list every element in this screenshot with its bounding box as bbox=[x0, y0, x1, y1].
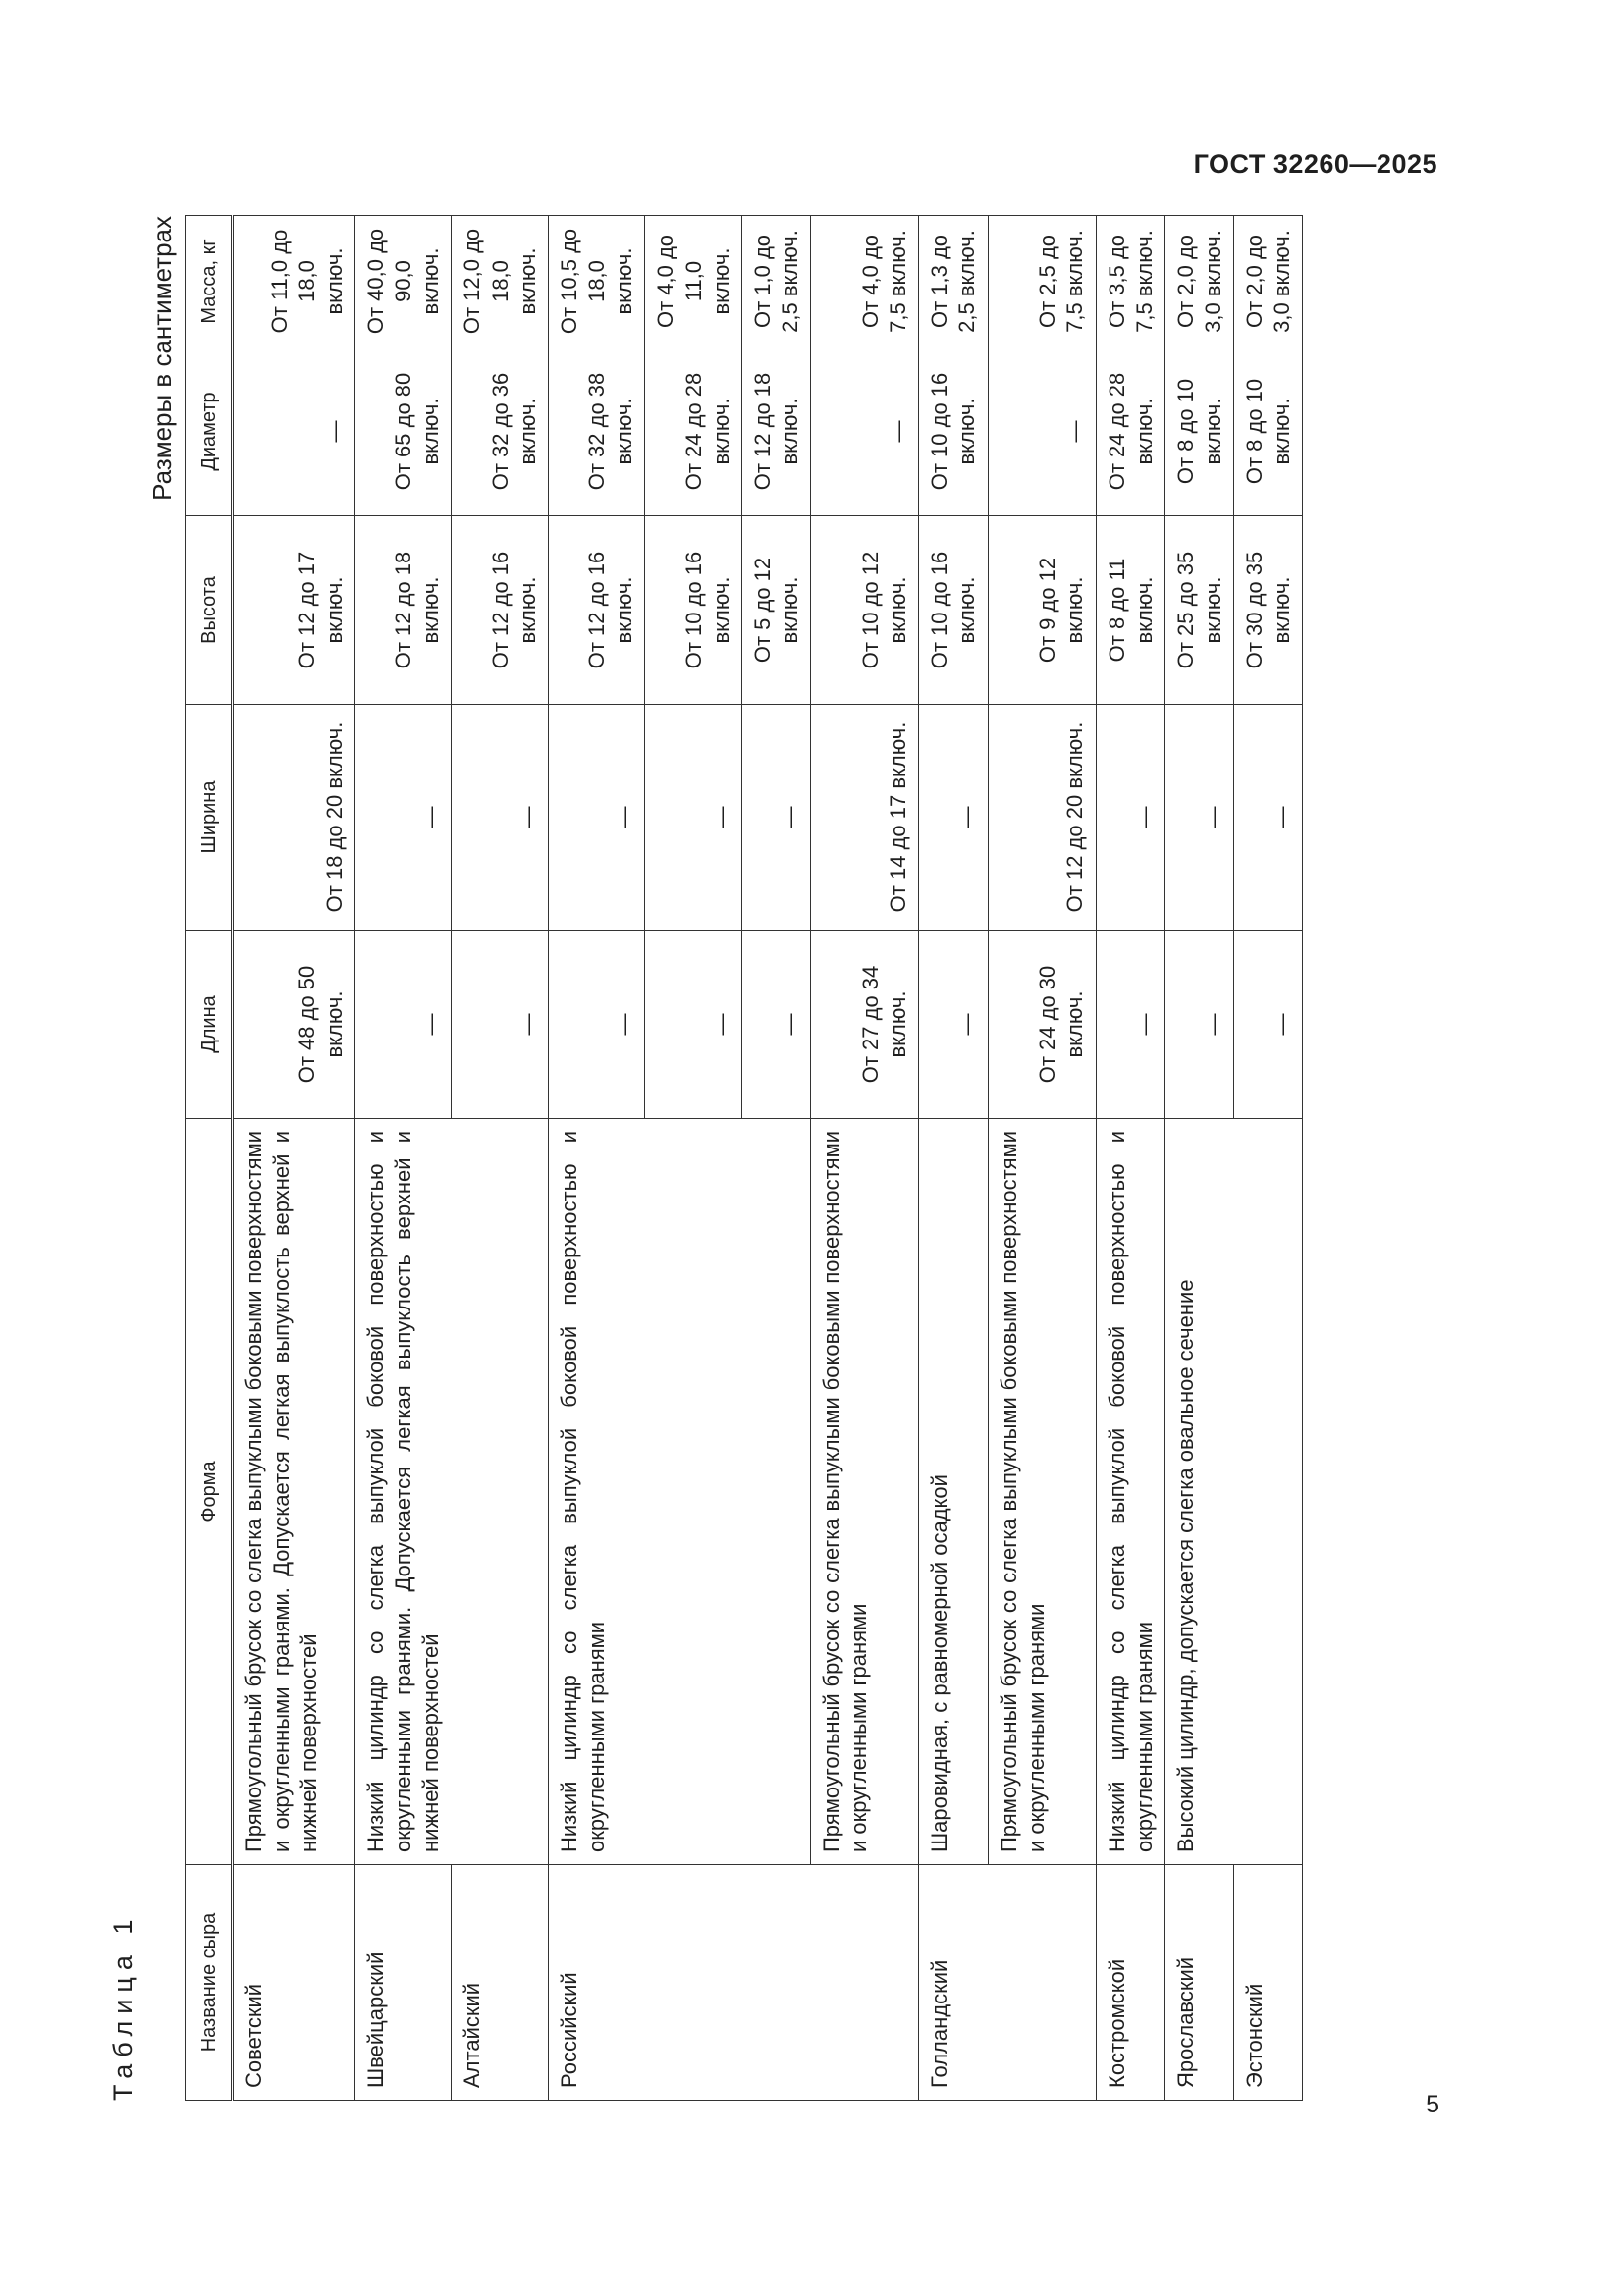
cell-length: — bbox=[645, 931, 741, 1119]
cheese-name: Эстонский bbox=[1234, 1865, 1303, 2101]
cell-mass: От 3,5 до 7,5 включ. bbox=[1096, 216, 1164, 347]
cell-height: От 30 до 35 включ. bbox=[1234, 516, 1303, 705]
cell-width: — bbox=[355, 705, 452, 931]
cell-length: — bbox=[452, 931, 548, 1119]
cell-length: — bbox=[741, 931, 810, 1119]
cell-height: От 12 до 16 включ. bbox=[452, 516, 548, 705]
cell-mass: От 1,0 до 2,5 включ. bbox=[741, 216, 810, 347]
cell-mass: От 12,0 до 18,0 включ. bbox=[452, 216, 548, 347]
table-row bbox=[1096, 216, 1164, 2101]
cheese-form: Низкий цилиндр со слегка выпуклой боковой поверхностью и округленными гранями bbox=[1096, 1119, 1164, 1865]
cell-mass: От 10,5 до 18,0 включ. bbox=[548, 216, 644, 347]
cheese-name: Алтайский bbox=[452, 1865, 548, 2101]
cell-height: От 12 до 16 включ. bbox=[548, 516, 644, 705]
cheese-form: Низкий цилиндр со слегка выпуклой боковой поверхностью и округленными гранями. Допускается легкая выпуклость верхней и нижней поверхностей bbox=[355, 1119, 549, 1865]
cheese-name: Костромской bbox=[1096, 1865, 1164, 2101]
document-code: ГОСТ 32260—2025 bbox=[1193, 149, 1437, 179]
cell-height: От 10 до 16 включ. bbox=[645, 516, 741, 705]
cell-mass: От 4,0 до 7,5 включ. bbox=[811, 216, 919, 347]
cell-diameter: От 8 до 10 включ. bbox=[1164, 347, 1233, 516]
cheese-name: Ярославский bbox=[1164, 1865, 1233, 2101]
cheese-name: Швейцарский bbox=[355, 1865, 452, 2101]
cell-width: — bbox=[1234, 705, 1303, 931]
cell-width: — bbox=[1164, 705, 1233, 931]
cell-length: — bbox=[355, 931, 452, 1119]
cheese-name: Советский bbox=[233, 1865, 355, 2101]
rotated-table-block bbox=[108, 216, 1345, 2101]
table-row bbox=[548, 216, 644, 2101]
cell-diameter: — bbox=[988, 347, 1096, 516]
cell-mass: От 40,0 до 90,0 включ. bbox=[355, 216, 452, 347]
column-header-width: Ширина bbox=[186, 705, 233, 931]
cheese-form: Прямоугольный брусок со слегка выпуклыми боковыми поверхностями и округленными гранями bbox=[811, 1119, 919, 1865]
column-header-diameter: Диаметр bbox=[186, 347, 233, 516]
cell-length: От 24 до 30 включ. bbox=[988, 931, 1096, 1119]
cell-diameter: От 65 до 80 включ. bbox=[355, 347, 452, 516]
cell-height: От 5 до 12 включ. bbox=[741, 516, 810, 705]
cell-length: — bbox=[1234, 931, 1303, 1119]
cheese-form: Прямоугольный брусок со слегка выпуклыми боковыми поверхностями и округленными гранями bbox=[988, 1119, 1096, 1865]
cell-mass: От 11,0 до 18,0 включ. bbox=[233, 216, 355, 347]
cell-diameter: От 32 до 38 включ. bbox=[548, 347, 644, 516]
cell-width: — bbox=[548, 705, 644, 931]
cell-width: — bbox=[1096, 705, 1164, 931]
cell-diameter: От 32 до 36 включ. bbox=[452, 347, 548, 516]
cheese-form: Шаровидная, с равномерной осадкой bbox=[919, 1119, 988, 1865]
cell-width: От 18 до 20 включ. bbox=[233, 705, 355, 931]
cell-diameter: — bbox=[233, 347, 355, 516]
cheese-name: Российский bbox=[548, 1865, 918, 2101]
cell-width: — bbox=[741, 705, 810, 931]
cell-height: От 12 до 17 включ. bbox=[233, 516, 355, 705]
table-row bbox=[919, 216, 988, 2101]
cell-width: От 14 до 17 включ. bbox=[811, 705, 919, 931]
cell-diameter: От 12 до 18 включ. bbox=[741, 347, 810, 516]
cell-height: От 10 до 12 включ. bbox=[811, 516, 919, 705]
cell-mass: От 2,0 до 3,0 включ. bbox=[1234, 216, 1303, 347]
column-header-mass: Масса, кг bbox=[186, 216, 233, 347]
table-caption: Таблица 1 bbox=[108, 1912, 137, 2101]
cell-mass: От 2,0 до 3,0 включ. bbox=[1164, 216, 1233, 347]
column-header-length: Длина bbox=[186, 931, 233, 1119]
cell-width: — bbox=[919, 705, 988, 931]
cell-diameter: От 8 до 10 включ. bbox=[1234, 347, 1303, 516]
table-row bbox=[1164, 216, 1233, 2101]
table-row bbox=[233, 216, 355, 2101]
table-row bbox=[811, 216, 919, 2101]
cell-height: От 9 до 12 включ. bbox=[988, 516, 1096, 705]
cell-height: От 12 до 18 включ. bbox=[355, 516, 452, 705]
cell-diameter: От 24 до 28 включ. bbox=[1096, 347, 1164, 516]
cheese-dimensions-table bbox=[185, 215, 1303, 2101]
cell-diameter: — bbox=[811, 347, 919, 516]
cheese-form: Низкий цилиндр со слегка выпуклой боковой поверхностью и округленными гранями bbox=[548, 1119, 810, 1865]
cell-mass: От 2,5 до 7,5 включ. bbox=[988, 216, 1096, 347]
page-number: 5 bbox=[1426, 2091, 1439, 2118]
cell-diameter: От 10 до 16 включ. bbox=[919, 347, 988, 516]
cell-height: От 8 до 11 включ. bbox=[1096, 516, 1164, 705]
cell-diameter: От 24 до 28 включ. bbox=[645, 347, 741, 516]
cheese-name: Голландский bbox=[919, 1865, 1096, 2101]
cell-mass: От 4,0 до 11,0 включ. bbox=[645, 216, 741, 347]
table-row bbox=[988, 216, 1096, 2101]
cell-length: — bbox=[1164, 931, 1233, 1119]
cell-width: От 12 до 20 включ. bbox=[988, 705, 1096, 931]
cell-length: От 48 до 50 включ. bbox=[233, 931, 355, 1119]
column-header-height: Высота bbox=[186, 516, 233, 705]
cell-width: — bbox=[452, 705, 548, 931]
units-note: Размеры в сантиметрах bbox=[147, 216, 177, 501]
cell-width: — bbox=[645, 705, 741, 931]
cell-length: — bbox=[548, 931, 644, 1119]
cheese-form: Высокий цилиндр, допускается слегка овальное сечение bbox=[1164, 1119, 1303, 1865]
table-header-row bbox=[186, 216, 233, 2101]
cell-length: От 27 до 34 включ. bbox=[811, 931, 919, 1119]
cell-height: От 25 до 35 включ. bbox=[1164, 516, 1233, 705]
cheese-form: Прямоугольный брусок со слегка выпуклыми боковыми поверхностями и округленными гранями. Допускается легкая выпуклость верхней и нижней поверхностей bbox=[233, 1119, 355, 1865]
cell-length: — bbox=[919, 931, 988, 1119]
column-header-form: Форма bbox=[186, 1119, 233, 1865]
column-header-name: Название сыра bbox=[186, 1865, 233, 2101]
cell-length: — bbox=[1096, 931, 1164, 1119]
cell-mass: От 1,3 до 2,5 включ. bbox=[919, 216, 988, 347]
cell-height: От 10 до 16 включ. bbox=[919, 516, 988, 705]
table-row bbox=[355, 216, 452, 2101]
